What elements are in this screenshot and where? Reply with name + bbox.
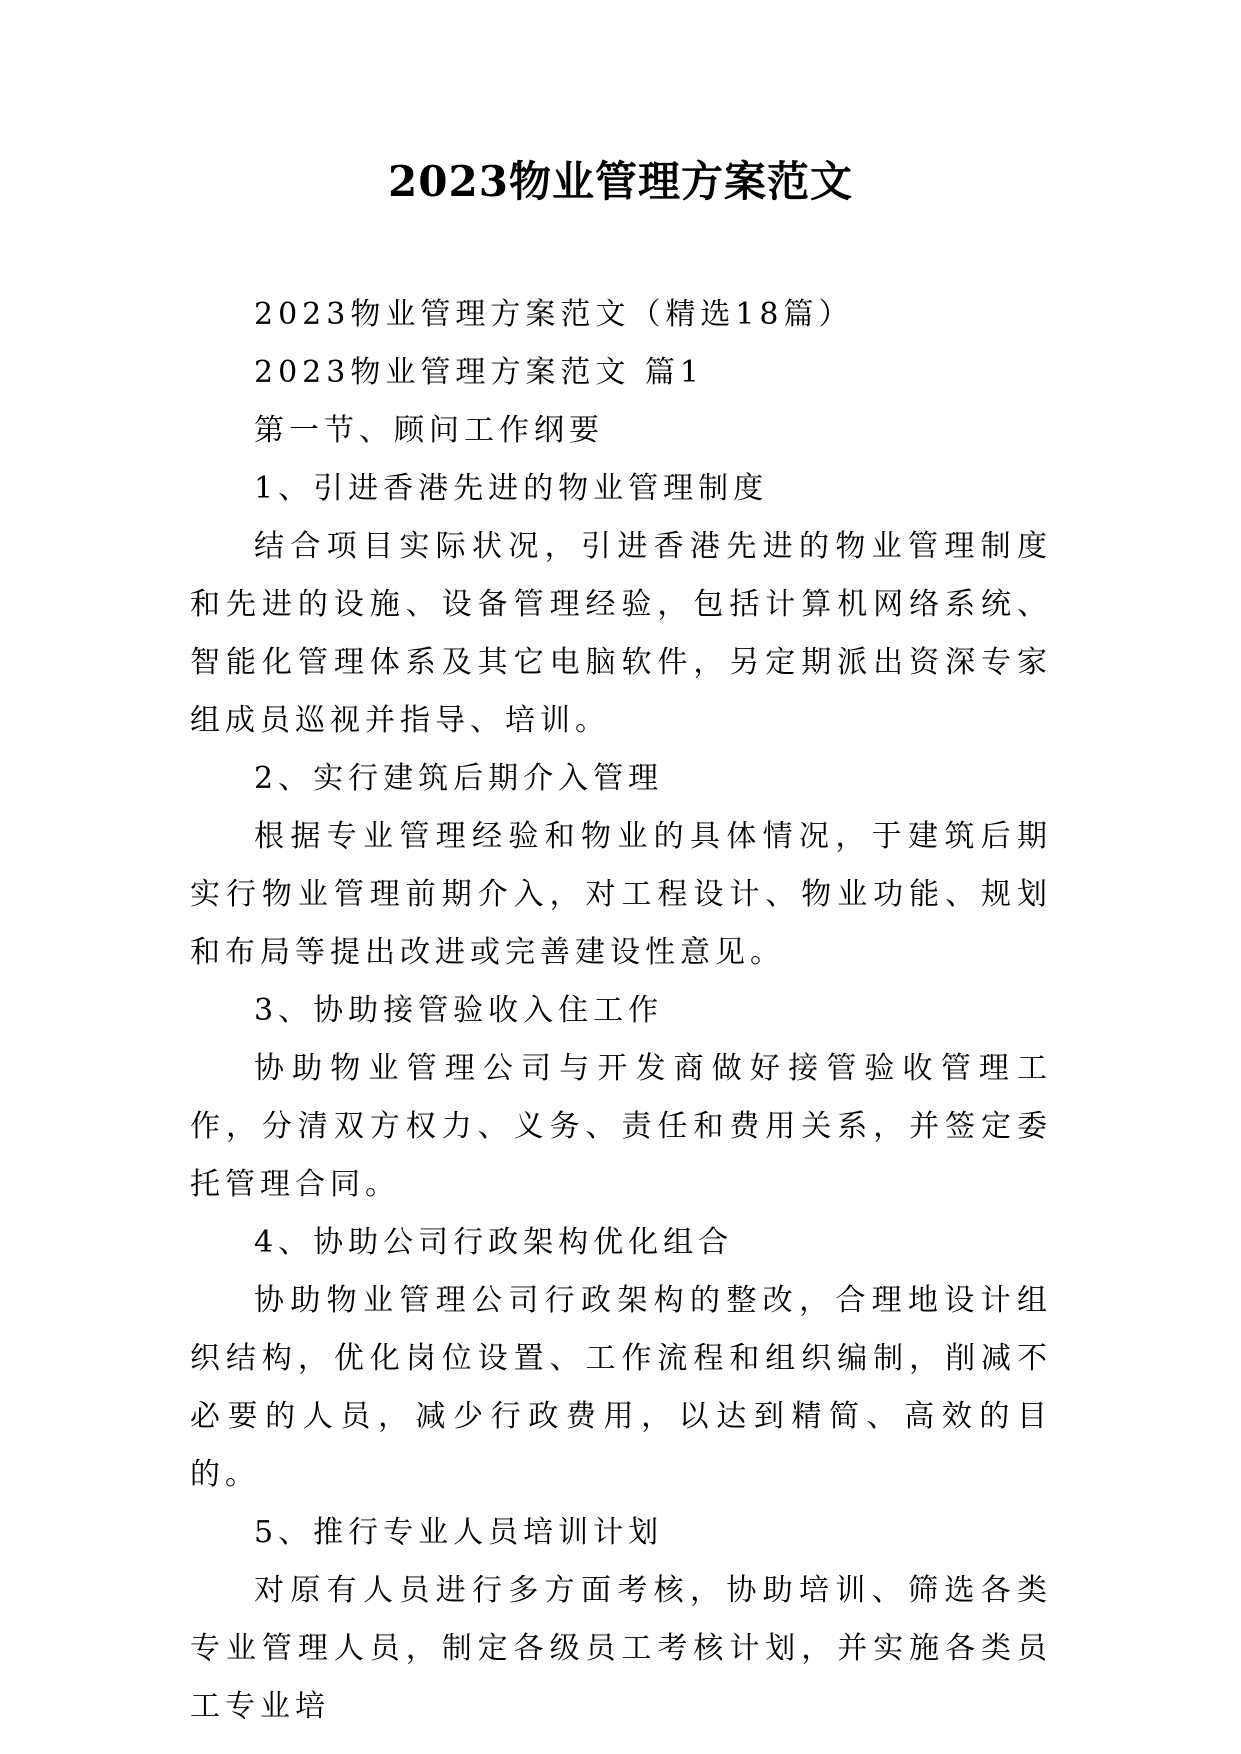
- paragraph-item-heading-5: 5、推行专业人员培训计划: [254, 1515, 664, 1550]
- paragraph-item-body-3: 协助物业管理公司与开发商做好接管验收管理工作，分清双方权力、义务、责任和费用关系，并签定委托管理合同。: [190, 1051, 1052, 1202]
- document-title: 2023物业管理方案范文: [388, 157, 853, 206]
- paragraph-item-body-2: 根据专业管理经验和物业的具体情况，于建筑后期实行物业管理前期介入，对工程设计、物业功能、规划和布局等提出改进或完善建设性意见。: [190, 819, 1052, 970]
- paragraph-section-heading: 2023物业管理方案范文 篇1: [254, 355, 704, 390]
- document-body: [190, 286, 1052, 1736]
- paragraph-item-heading-4: 4、协助公司行政架构优化组合: [254, 1225, 734, 1260]
- paragraph-item-heading-1: 1、引进香港先进的物业管理制度: [254, 471, 769, 506]
- paragraph-item-body-5: 对原有人员进行多方面考核，协助培训、筛选各类专业管理人员，制定各级员工考核计划，并实施各类员工专业培: [190, 1573, 1052, 1724]
- paragraph-item-heading-3: 3、协助接管验收入住工作: [254, 993, 664, 1028]
- paragraph-item-body-4: 协助物业管理公司行政架构的整改，合理地设计组织结构，优化岗位设置、工作流程和组织编制，削减不必要的人员，减少行政费用，以达到精简、高效的目的。: [190, 1283, 1052, 1492]
- paragraph-subtitle: 2023物业管理方案范文（精选18篇）: [254, 297, 854, 332]
- paragraph-item-heading-2: 2、实行建筑后期介入管理: [254, 761, 664, 796]
- paragraph-chapter-heading: 第一节、顾问工作纲要: [254, 413, 604, 448]
- paragraph-item-body-1: 结合项目实际状况，引进香港先进的物业管理制度和先进的设施、设备管理经验，包括计算机网络系统、智能化管理体系及其它电脑软件，另定期派出资深专家组成员巡视并指导、培训。: [190, 529, 1052, 738]
